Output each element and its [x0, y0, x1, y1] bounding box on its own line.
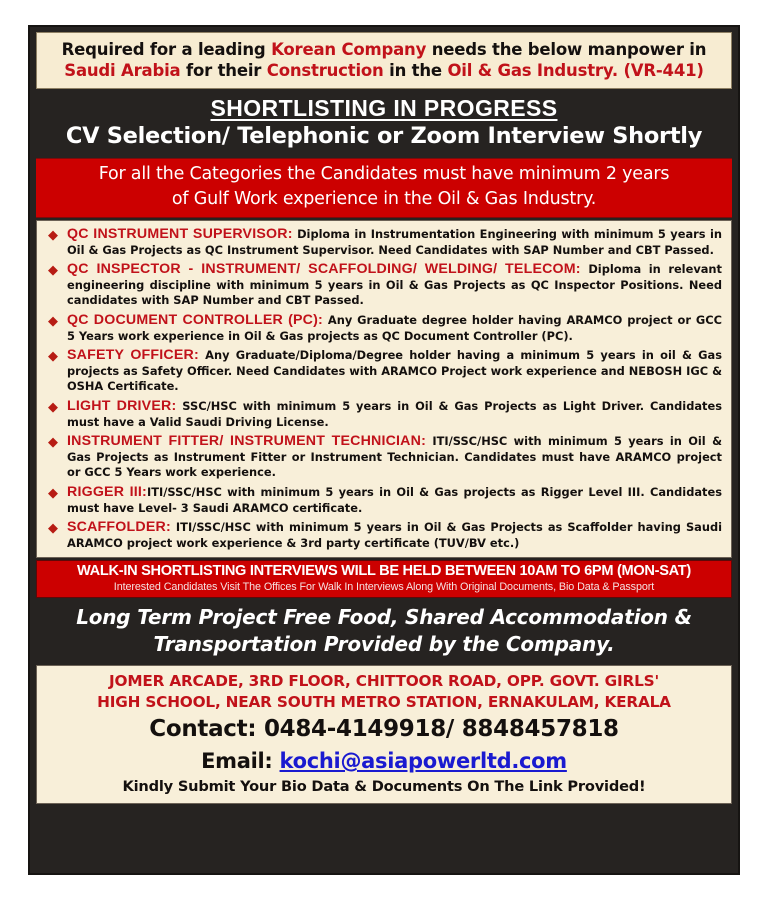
job-title: QC INSPECTOR - INSTRUMENT/ SCAFFOLDING/ WELDING/ TELECOM:: [67, 261, 581, 278]
header-line2-part-d: in the: [383, 61, 448, 80]
header-line1-part-a: Required for a leading: [61, 40, 272, 59]
diamond-bullet-icon: ◆: [48, 263, 58, 279]
list-item: [46, 262, 722, 309]
job-title: QC DOCUMENT CONTROLLER (PC):: [67, 311, 323, 328]
diamond-bullet-icon: ◆: [48, 485, 58, 501]
diamond-bullet-icon: ◆: [48, 228, 58, 243]
list-item: [46, 399, 722, 430]
header-line-2: [47, 60, 721, 81]
list-item: [46, 434, 722, 481]
job-title: SAFETY OFFICER:: [67, 347, 199, 364]
diamond-bullet-icon: ◆: [48, 521, 58, 537]
list-item: [46, 348, 722, 395]
header-saudi-arabia: Saudi Arabia: [64, 61, 181, 80]
job-title: RIGGER III:: [67, 483, 147, 500]
job-listings: [36, 220, 732, 558]
job-title: SCAFFOLDER:: [67, 519, 171, 536]
job-description: ITI/SSC/HSC with minimum 5 years in Oil & Gas Projects as Scaffolder having Saudi ARAMCO project work experience & 3rd party certificate (TUV/BV etc.): [67, 520, 722, 550]
email-row: [45, 746, 723, 776]
email-label: Email:: [201, 749, 280, 774]
header-banner: [36, 32, 732, 89]
walkin-headline: WALK-IN SHORTLISTING INTERVIEWS WILL BE HELD BETWEEN 10AM TO 6PM (MON-SAT): [77, 563, 691, 580]
job-description: Any Graduate/Diploma/Degree holder having a minimum 5 years in oil & Gas projects as Safety Officer. Need Candidates with ARAMCO Project work experience and NEBOSH IGC & OSHA Certificate.: [67, 348, 722, 394]
email-link[interactable]: kochi@asiapowerltd.com: [279, 749, 567, 774]
job-description: ITI/SSC/HSC with minimum 5 years in Oil & Gas projects as Rigger Level III. Candidates must have Level- 3 Saudi ARAMCO certificate.: [67, 484, 722, 515]
job-description: ITI/SSC/HSC with minimum 5 years in Oil & Gas Projects as Instrument Fitter or Instrument Technician. Candidates must have ARAMCO project or GCC 5 Years work experience.: [67, 434, 722, 480]
header-oil-gas-industry-vr: Oil & Gas Industry. (VR-441): [447, 61, 704, 80]
job-description: Diploma in relevant engineering discipline with minimum 5 years in Oil & Gas Projects as QC Inspector Positions. Need candidates with SAP Number and CBT Passed.: [67, 262, 722, 308]
shortlisting-in-progress-title: SHORTLISTING IN PROGRESS: [210, 95, 558, 121]
diamond-bullet-icon: ◆: [48, 435, 58, 451]
header-construction: Construction: [266, 61, 384, 80]
diamond-bullet-icon: ◆: [48, 399, 58, 415]
header-line1-part-c: needs the below manpower in: [426, 40, 707, 59]
contact-footer: [36, 665, 732, 804]
requirement-line-1: For all the Categories the Candidates must have minimum 2 years: [98, 164, 670, 184]
header-line-1: [47, 39, 721, 60]
job-advertisement-poster: [28, 25, 740, 875]
job-title: LIGHT DRIVER:: [67, 397, 177, 414]
contact-phone-numbers[interactable]: Contact: 0484-4149918/ 8848457818: [149, 716, 619, 743]
list-item: [46, 485, 722, 516]
job-title: QC INSTRUMENT SUPERVISOR:: [67, 226, 293, 242]
list-item: [46, 313, 722, 344]
job-description: Any Graduate degree holder having ARAMCO project or GCC 5 Years work experience in Oil & Gas projects as QC Document Controller (PC).: [67, 312, 722, 343]
job-description: Diploma in Instrumentation Engineering with minimum 5 years in Oil & Gas Projects as QC Instrument Supervisor. Need Candidates with SAP Number and CBT Passed.: [67, 227, 722, 257]
benefits-line-1: Long Term Project Free Food, Shared Accommodation &: [76, 605, 692, 630]
headline-block: [30, 89, 738, 156]
header-korean-company: Korean Company: [271, 40, 427, 59]
job-title: INSTRUMENT FITTER/ INSTRUMENT TECHNICIAN:: [67, 433, 427, 450]
walkin-interview-band: [36, 560, 732, 598]
diamond-bullet-icon: ◆: [48, 313, 58, 329]
diamond-bullet-icon: ◆: [48, 349, 58, 365]
benefits-block: [30, 598, 738, 665]
requirement-line-2: of Gulf Work experience in the Oil & Gas Industry.: [171, 189, 597, 209]
benefits-line-2: Transportation Provided by the Company.: [153, 632, 615, 657]
list-item: [46, 520, 722, 551]
walkin-subtext: Interested Candidates Visit The Offices For Walk In Interviews Along With Original Documents, Bio Data & Passport: [113, 581, 655, 594]
job-description: SSC/HSC with minimum 5 years in Oil & Gas Projects as Light Driver. Candidates must have a Valid Saudi Driving License.: [67, 398, 722, 429]
minimum-experience-band: [36, 158, 732, 218]
submit-instruction: Kindly Submit Your Bio Data & Documents On The Link Provided!: [122, 778, 646, 796]
header-line2-part-b: for their: [180, 61, 267, 80]
address-line-2: HIGH SCHOOL, NEAR SOUTH METRO STATION, ERNAKULAM, KERALA: [97, 693, 671, 712]
address-line-1: JOMER ARCADE, 3RD FLOOR, CHITTOOR ROAD, OPP. GOVT. GIRLS': [109, 672, 659, 691]
cv-selection-subtitle: CV Selection/ Telephonic or Zoom Interview Shortly: [65, 123, 703, 149]
list-item: [46, 227, 722, 258]
